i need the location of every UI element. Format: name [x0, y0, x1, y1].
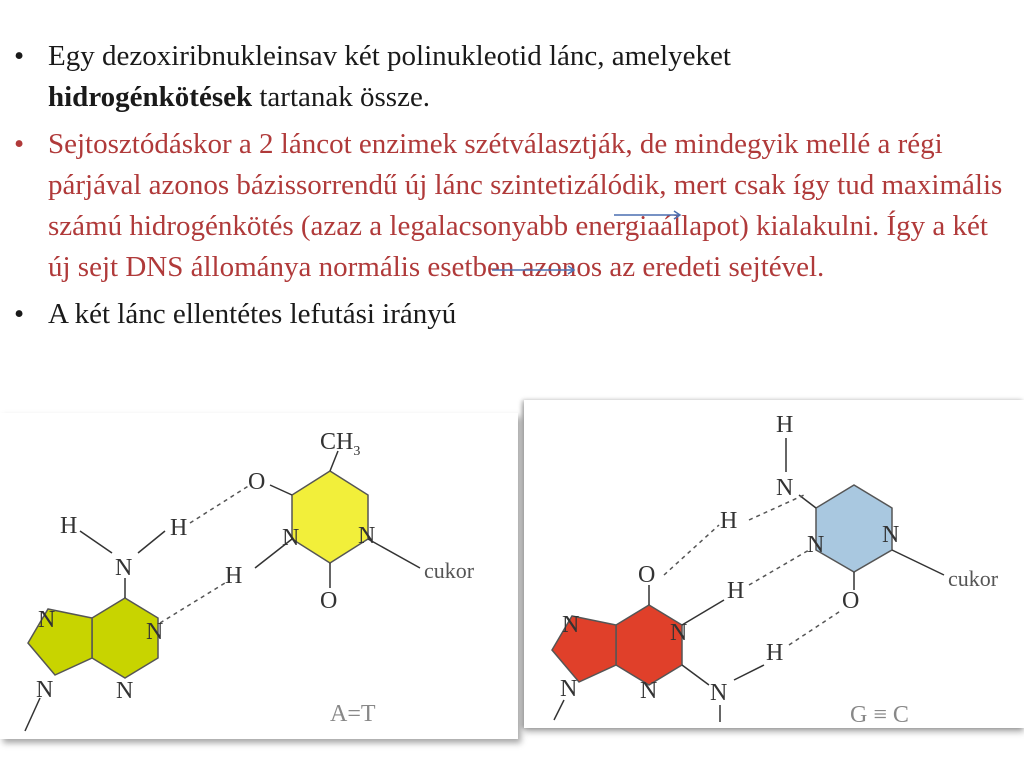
- annotation-arrow-1: [610, 206, 690, 222]
- atom-n: N: [560, 676, 578, 702]
- atom-n: N: [38, 607, 56, 633]
- atom-n: N: [116, 678, 134, 704]
- atom-h: H: [60, 513, 78, 539]
- atom-n: N: [36, 677, 54, 703]
- atom-o: O: [248, 469, 266, 495]
- annotation-arrow-2: [488, 262, 584, 278]
- atom-n: N: [115, 555, 133, 581]
- bond: [80, 531, 112, 553]
- atom-h: H: [776, 412, 794, 438]
- guanine-cytosine-panel: [524, 400, 1024, 728]
- bond: [270, 485, 292, 495]
- hydrogen-bond: [749, 550, 809, 585]
- atom-h: H: [720, 508, 738, 534]
- bond: [554, 700, 564, 720]
- atom-h: H: [727, 578, 745, 604]
- pair-caption: G ≡ C: [850, 702, 909, 728]
- bullet-1-text-end: tartanak össze.: [252, 81, 431, 113]
- adenine-thymine-panel: [0, 413, 518, 739]
- atom-h: H: [170, 515, 188, 541]
- thymine-ring: [292, 471, 368, 563]
- atom-n: N: [562, 612, 580, 638]
- bullet-item-3: [14, 294, 1014, 335]
- atom-o: O: [320, 588, 338, 614]
- bullet-item-1: [14, 36, 1014, 118]
- bond: [799, 495, 816, 508]
- bullet-marker: •: [14, 40, 25, 72]
- atom-n: N: [282, 525, 300, 551]
- adenine-thymine-diagram: [0, 413, 518, 739]
- bond: [682, 665, 709, 685]
- bond: [368, 539, 420, 568]
- atom-n: N: [358, 523, 376, 549]
- bullet-3-text: A két lánc ellentétes lefutási irányú: [48, 298, 457, 330]
- atom-o: O: [842, 588, 860, 614]
- sugar-label: cukor: [424, 558, 475, 583]
- atom-n: N: [776, 475, 794, 501]
- guanine-cytosine-diagram: [524, 400, 1024, 728]
- bond: [682, 600, 724, 625]
- bond: [734, 665, 764, 680]
- hydrogen-bond: [664, 525, 719, 575]
- hydrogen-bond: [789, 610, 842, 645]
- bond: [892, 550, 944, 575]
- atom-n: N: [710, 680, 728, 706]
- bullet-2-text: Sejtosztódáskor a 2 láncot enzimek szétválasztják, de mindegyik mellé a régi párjával azonos bázissorrendű új lánc szintetizálódik, mert csak így tud maximális számú hidrogénkötés (azaz a legalacsonyabb energiaállapot) kialakulni. Így a két új sejt DNS állománya normális esetben azonos az eredeti sejtével.: [48, 128, 1003, 283]
- hydrogen-bond: [190, 485, 250, 523]
- bond: [138, 531, 165, 553]
- atom-n: N: [640, 678, 658, 704]
- atom-h: H: [225, 563, 243, 589]
- atom-n: N: [670, 620, 688, 646]
- atom-h: H: [766, 640, 784, 666]
- atom-n: N: [882, 522, 900, 548]
- pair-caption: A=T: [330, 701, 376, 727]
- bullet-list: [14, 36, 1014, 335]
- cytosine-ring: [816, 485, 892, 572]
- hydrogen-bond: [160, 583, 225, 623]
- atom-n: N: [807, 532, 825, 558]
- sugar-label: cukor: [948, 566, 999, 591]
- bullet-1-text: Egy dezoxiribnukleinsav két polinukleotid lánc, amelyeket: [48, 40, 731, 72]
- bullet-1-bold: hidrogénkötések: [48, 81, 253, 113]
- methyl-label: $CH_3$: [320, 429, 361, 459]
- bullet-marker: •: [14, 128, 25, 160]
- bullet-marker: •: [14, 298, 25, 330]
- atom-n: N: [146, 619, 164, 645]
- atom-o: O: [638, 562, 656, 588]
